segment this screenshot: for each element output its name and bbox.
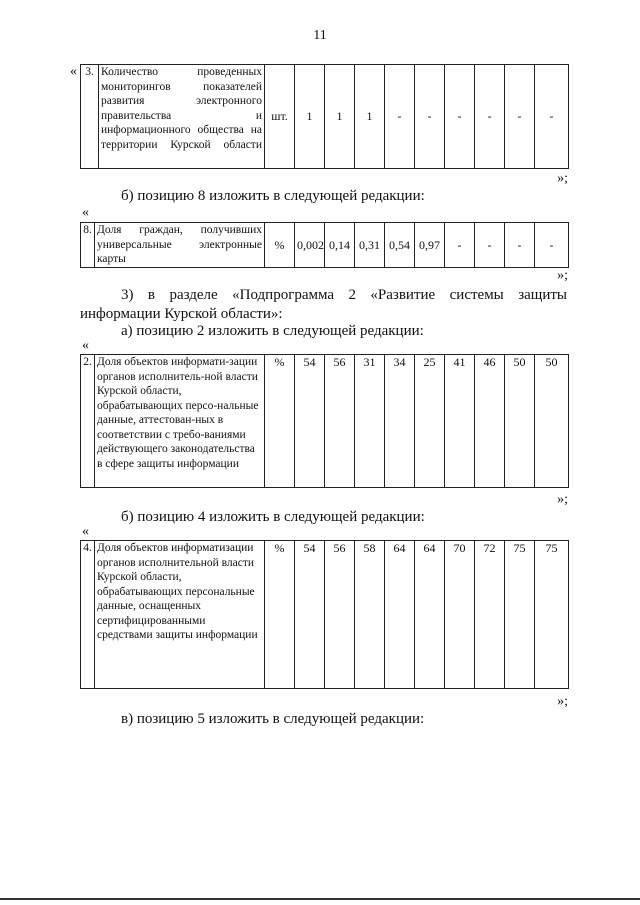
- quote-close-2: »;: [557, 268, 568, 283]
- value-cell: -: [475, 223, 505, 268]
- value-cell: -: [505, 223, 535, 268]
- instruction-position-8: б) позицию 8 изложить в следующей редакции:: [121, 188, 425, 204]
- quote-close-4: »;: [557, 694, 568, 709]
- value-cell: 75: [505, 541, 535, 689]
- instruction-position-5: в) позицию 5 изложить в следующей редакции:: [121, 711, 425, 727]
- indicator-description: Количество проведенных мониторингов показателей развития электронного правительства и информационного общества на территории Курской области: [99, 65, 265, 169]
- unit-cell: %: [265, 355, 295, 488]
- table-row: [81, 223, 569, 268]
- value-cell: -: [445, 223, 475, 268]
- value-cell: 1: [355, 65, 385, 169]
- unit-cell: %: [265, 223, 295, 268]
- value-cell: 56: [325, 355, 355, 488]
- quote-open-2: «: [82, 205, 89, 220]
- instruction-section-line1: 3) в разделе «Подпрограмма 2 «Развитие системы защиты: [121, 287, 567, 303]
- value-cell: 34: [385, 355, 415, 488]
- value-cell: -: [385, 65, 415, 169]
- value-cell: 54: [295, 541, 325, 689]
- indicator-description: Доля граждан, получивших универсальные электронные карты: [95, 223, 265, 268]
- value-cell: 0,14: [325, 223, 355, 268]
- quote-close-1: »;: [557, 171, 568, 186]
- value-cell: 1: [325, 65, 355, 169]
- value-cell: -: [475, 65, 505, 169]
- value-cell: 31: [355, 355, 385, 488]
- value-cell: 46: [475, 355, 505, 488]
- table-row: [81, 65, 569, 169]
- value-cell: 75: [535, 541, 569, 689]
- page-bottom-rule: [0, 898, 640, 900]
- value-cell: 25: [415, 355, 445, 488]
- value-cell: -: [535, 65, 569, 169]
- value-cell: -: [505, 65, 535, 169]
- page-number: 11: [313, 28, 327, 43]
- table-position-3: [80, 64, 569, 169]
- instruction-section-line2: информации Курской области»:: [80, 306, 283, 322]
- value-cell: 50: [535, 355, 569, 488]
- value-cell: 70: [445, 541, 475, 689]
- table-row: [81, 355, 569, 488]
- value-cell: 50: [505, 355, 535, 488]
- value-cell: 54: [295, 355, 325, 488]
- table-position-2: [80, 354, 569, 488]
- value-cell: 0,97: [415, 223, 445, 268]
- table-position-4: [80, 540, 569, 689]
- value-cell: 58: [355, 541, 385, 689]
- row-number: 2.: [81, 355, 95, 488]
- indicator-description: Доля объектов информатизации органов исполнительной власти Курской области, обрабатывающих персональные данные, оснащенных сертифицированными средствами защиты информации: [95, 541, 265, 689]
- instruction-position-2: а) позицию 2 изложить в следующей редакции:: [121, 323, 424, 339]
- value-cell: 64: [385, 541, 415, 689]
- quote-open-3: «: [82, 338, 89, 353]
- value-cell: 1: [295, 65, 325, 169]
- value-cell: 64: [415, 541, 445, 689]
- value-cell: -: [445, 65, 475, 169]
- value-cell: 0,54: [385, 223, 415, 268]
- row-number: 4.: [81, 541, 95, 689]
- value-cell: 0,31: [355, 223, 385, 268]
- quote-open-1: «: [70, 64, 77, 79]
- value-cell: 72: [475, 541, 505, 689]
- value-cell: 0,002: [295, 223, 325, 268]
- row-number: 8.: [81, 223, 95, 268]
- unit-cell: %: [265, 541, 295, 689]
- value-cell: -: [415, 65, 445, 169]
- instruction-position-4: б) позицию 4 изложить в следующей редакции:: [121, 509, 425, 525]
- quote-close-3: »;: [557, 492, 568, 507]
- unit-cell: шт.: [265, 65, 295, 169]
- value-cell: 41: [445, 355, 475, 488]
- row-number: 3.: [81, 65, 99, 169]
- indicator-description: Доля объектов информати-зации органов исполнитель-ной власти Курской области, обрабатывающих персо-нальные данные, аттестован-ных в соответствии с требо-ваниями действующего законодательства в сфере защиты информации: [95, 355, 265, 488]
- quote-open-4: «: [82, 524, 89, 539]
- value-cell: 56: [325, 541, 355, 689]
- table-position-8: [80, 222, 569, 268]
- table-row: [81, 541, 569, 689]
- value-cell: -: [535, 223, 569, 268]
